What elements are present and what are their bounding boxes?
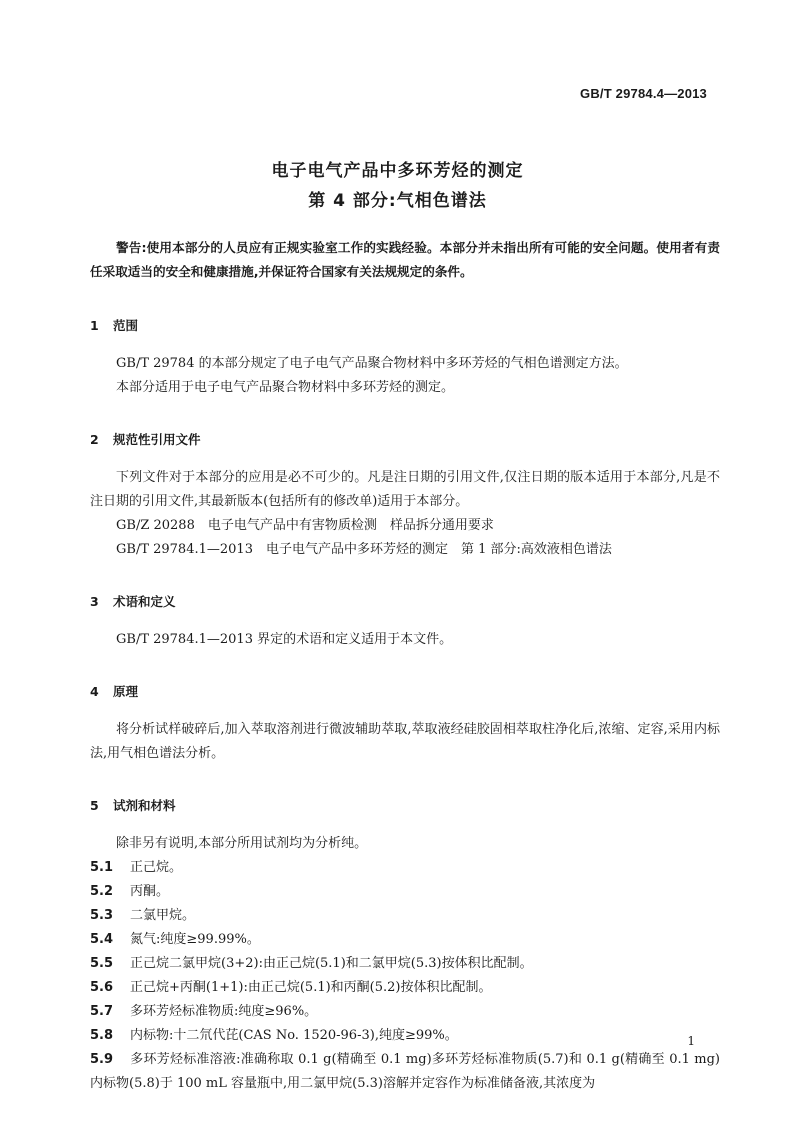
item-text: 正己烷。 <box>130 860 183 875</box>
item-text: 内标物:十二氘代芘(CAS No. 1520-96-3),纯度≥99%。 <box>130 1028 458 1043</box>
section-heading <box>90 316 720 336</box>
section-principle <box>90 682 720 766</box>
section-number: 4 <box>90 684 99 699</box>
item-number: 5.9 <box>90 1052 114 1067</box>
paragraph: 除非另有说明,本部分所用试剂均为分析纯。 <box>116 836 368 851</box>
item-number: 5.1 <box>90 860 114 875</box>
item-number: 5.3 <box>90 908 114 923</box>
item-number: 5.6 <box>90 980 114 995</box>
paragraph: GB/T 29784 的本部分规定了电子电气产品聚合物材料中多环芳烃的气相色谱测定方法。 <box>116 356 628 371</box>
section-number: 1 <box>90 318 99 333</box>
paragraph: GB/T 29784.1—2013 界定的术语和定义适用于本文件。 <box>116 632 453 647</box>
document-title: 电子电气产品中多环芳烃的测定 <box>271 161 524 181</box>
section-scope <box>90 316 720 400</box>
item-number: 5.7 <box>90 1004 114 1019</box>
document-body <box>90 236 720 1096</box>
item-number: 5.8 <box>90 1028 114 1043</box>
section-title: 范围 <box>113 318 139 333</box>
item-number: 5.4 <box>90 932 114 947</box>
section-reagents <box>90 796 720 1096</box>
list-item <box>90 1048 720 1096</box>
list-item <box>90 1000 720 1024</box>
item-text: 正己烷+丙酮(1+1):由正己烷(5.1)和丙酮(5.2)按体积比配制。 <box>130 980 492 995</box>
section-title: 原理 <box>113 684 139 699</box>
item-text: 正己烷二氯甲烷(3+2):由正己烷(5.1)和二氯甲烷(5.3)按体积比配制。 <box>130 956 533 971</box>
list-item <box>90 952 720 976</box>
section-number: 2 <box>90 432 99 447</box>
paragraph: 下列文件对于本部分的应用是必不可少的。凡是注日期的引用文件,仅注日期的版本适用于本部分,凡是不注日期的引用文件,其最新版本(包括所有的修改单)适用于本部分。 <box>90 470 720 509</box>
list-item <box>90 856 720 880</box>
section-title: 规范性引用文件 <box>113 432 201 447</box>
page-number: 1 <box>687 1034 695 1048</box>
section-terms <box>90 592 720 652</box>
list-item <box>90 928 720 952</box>
section-heading <box>90 592 720 612</box>
section-number: 3 <box>90 594 99 609</box>
section-heading <box>90 796 720 816</box>
item-text: 多环芳烃标准溶液:准确称取 0.1 g(精确至 0.1 mg)多环芳烃标准物质(5.7)和 0.1 g(精确至 0.1 mg)内标物(5.8)于 100 mL 容量瓶中,用二氯甲烷(5.3)溶解并定容作为标准储备液,其浓度为 <box>90 1052 720 1091</box>
item-number: 5.5 <box>90 956 114 971</box>
paragraph: 将分析试样破碎后,加入萃取溶剂进行微波辅助萃取,萃取液经硅胶固相萃取柱净化后,浓缩、定容,采用内标法,用气相色谱法分析。 <box>90 722 720 761</box>
item-text: 多环芳烃标准物质:纯度≥96%。 <box>130 1004 318 1019</box>
section-normative-references <box>90 430 720 562</box>
item-text: 二氯甲烷。 <box>130 908 196 923</box>
item-text: 氮气:纯度≥99.99%。 <box>130 932 260 947</box>
list-item <box>90 1024 720 1048</box>
standard-code: GB/T 29784.4—2013 <box>580 86 707 101</box>
section-heading <box>90 430 720 450</box>
section-title: 术语和定义 <box>113 594 176 609</box>
reference-item: GB/Z 20288 电子电气产品中有害物质检测 样品拆分通用要求 <box>116 518 494 533</box>
warning-text: 警告:使用本部分的人员应有正规实验室工作的实践经验。本部分并未指出所有可能的安全问题。使用者有责任采取适当的安全和健康措施,并保证符合国家有关法规规定的条件。 <box>90 240 720 279</box>
paragraph: 本部分适用于电子电气产品聚合物材料中多环芳烃的测定。 <box>116 380 455 395</box>
item-text: 丙酮。 <box>130 884 170 899</box>
section-title: 试剂和材料 <box>113 798 176 813</box>
document-subtitle: 第 4 部分:气相色谱法 <box>308 191 487 211</box>
reference-item: GB/T 29784.1—2013 电子电气产品中多环芳烃的测定 第 1 部分:高效液相色谱法 <box>116 542 612 557</box>
list-item <box>90 880 720 904</box>
section-heading <box>90 682 720 702</box>
list-item <box>90 904 720 928</box>
section-number: 5 <box>90 798 99 813</box>
item-number: 5.2 <box>90 884 114 899</box>
list-item <box>90 976 720 1000</box>
